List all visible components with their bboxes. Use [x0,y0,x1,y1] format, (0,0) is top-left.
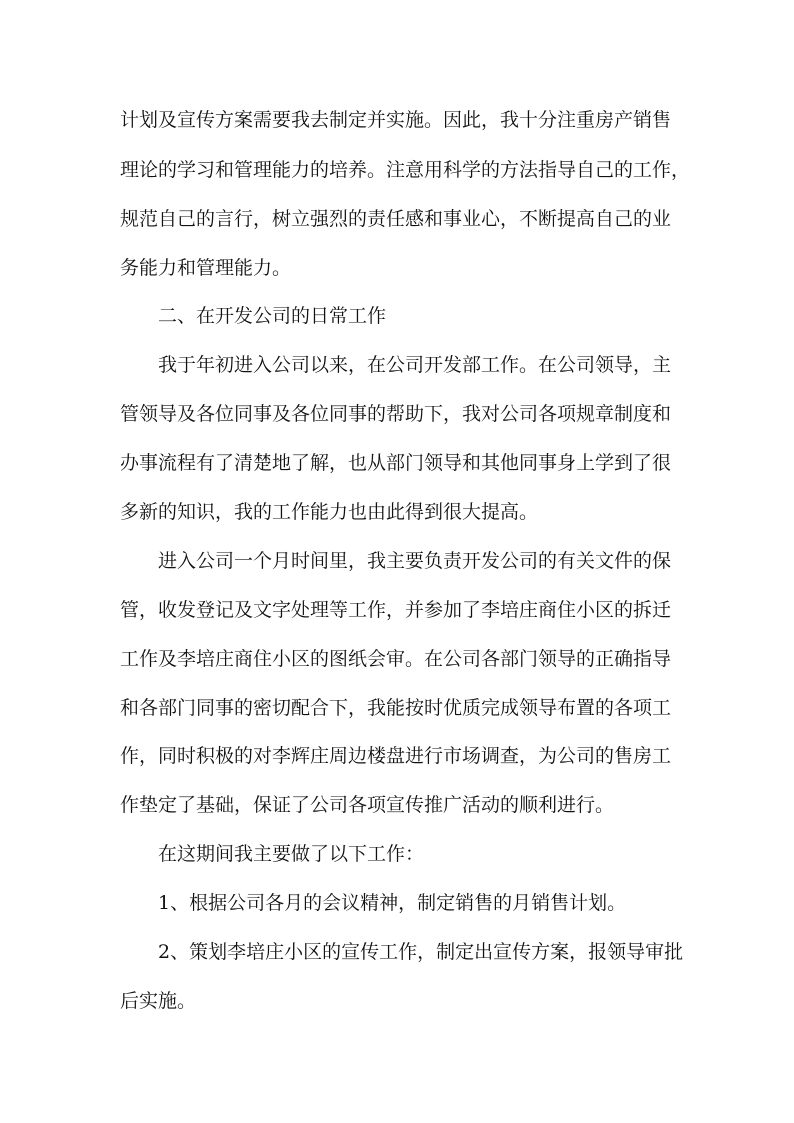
section-heading: 二、在开发公司的日常工作 [158,305,387,327]
paragraph-line: 多新的知识，我的工作能力也由此得到很大提高。 [120,501,539,523]
paragraph-line: 理论的学习和管理能力的培养。注意用科学的方法指导自己的工作， [120,159,691,181]
paragraph-line: 在这期间我主要做了以下工作： [158,843,425,865]
paragraph-line: 计划及宣传方案需要我去制定并实施。因此，我十分注重房产销售 [120,109,672,131]
paragraph-line: 工作及李培庄商住小区的图纸会审。在公司各部门领导的正确指导 [120,648,672,670]
paragraph-line: 和各部门同事的密切配合下，我能按时优质完成领导布置的各项工 [120,697,672,719]
paragraph-line: 作垫定了基础，保证了公司各项宣传推广活动的顺利进行。 [120,794,615,816]
paragraph-line: 规范自己的言行，树立强烈的责任感和事业心，不断提高自己的业 [120,208,672,230]
paragraph-line: 办事流程有了清楚地了解，也从部门领导和其他同事身上学到了很 [120,452,672,474]
paragraph-line: 我于年初进入公司以来，在公司开发部工作。在公司领导，主 [158,354,672,376]
paragraph-line: 作，同时积极的对李辉庄周边楼盘进行市场调查，为公司的售房工 [120,745,672,767]
list-item: 1、根据公司各月的会议精神，制定销售的月销售计划。 [158,892,627,914]
paragraph-line: 务能力和管理能力。 [120,257,292,279]
paragraph-line: 管，收发登记及文字处理等工作，并参加了李培庄商住小区的拆迁 [120,599,672,621]
paragraph-line: 管领导及各位同事及各位同事的帮助下，我对公司各项规章制度和 [120,403,672,425]
list-item-continuation: 后实施。 [120,990,197,1012]
paragraph-line: 进入公司一个月时间里，我主要负责开发公司的有关文件的保 [158,550,672,572]
list-item: 2、策划李培庄小区的宣传工作，制定出宣传方案，报领导审批 [158,941,684,963]
